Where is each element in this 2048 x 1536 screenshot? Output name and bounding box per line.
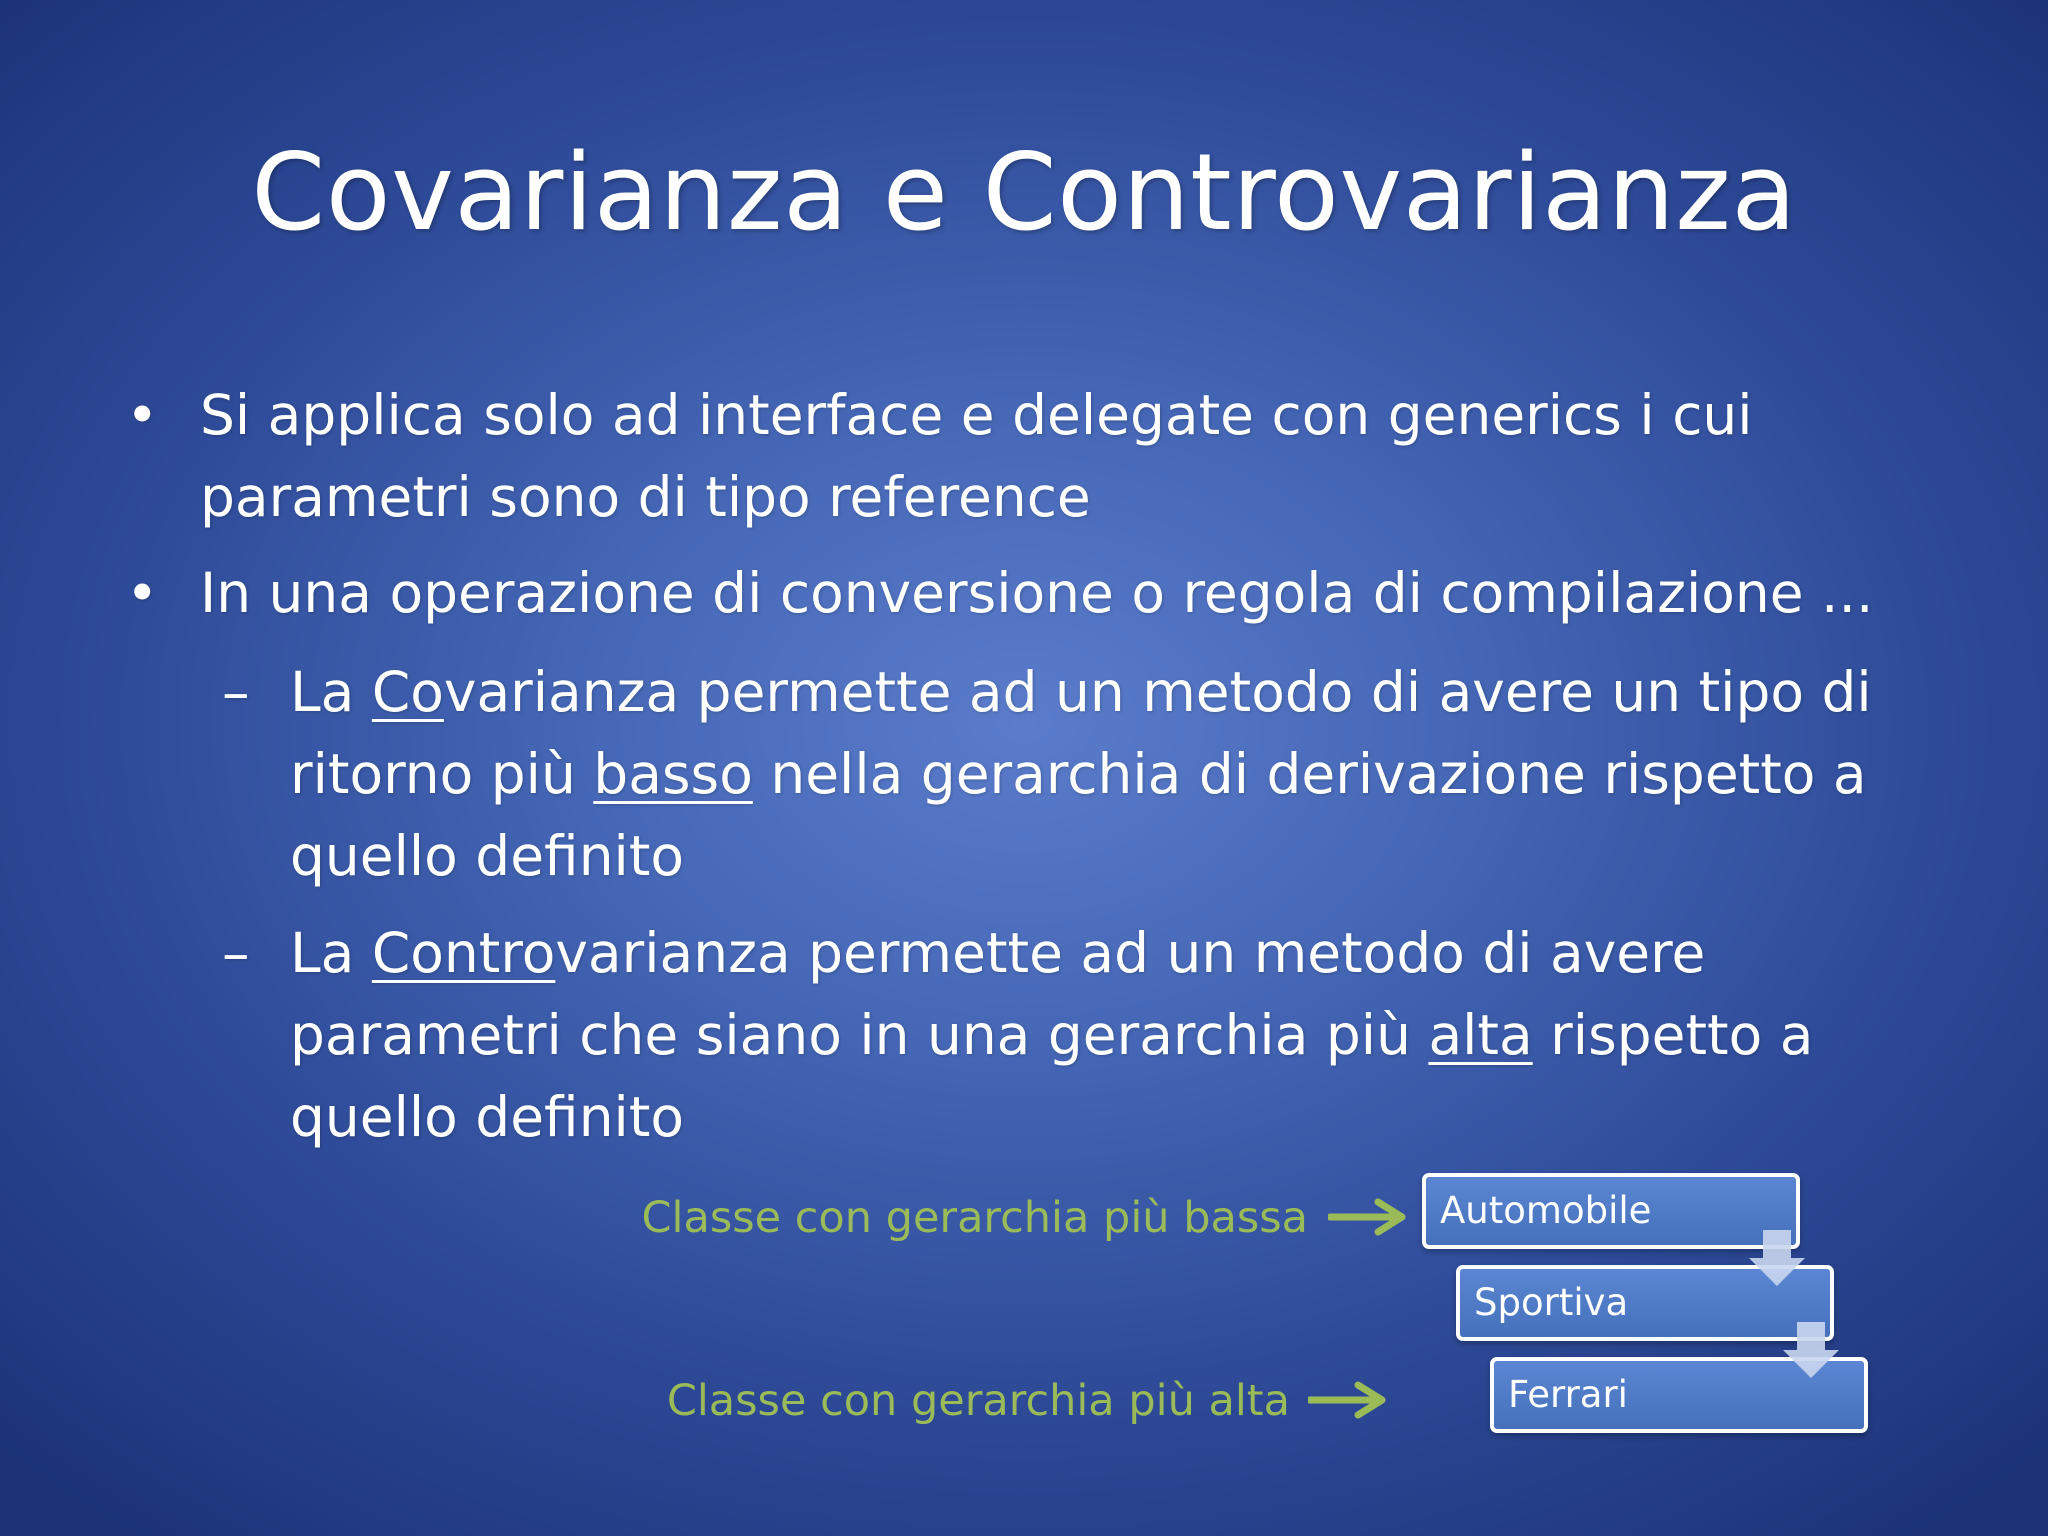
subbullet-2-line-1 bbox=[290, 912, 1910, 994]
bullet-1-line-1: Si applica solo ad interface e delegate con generics i cui bbox=[200, 383, 1753, 447]
text-run: parametri che siano in una gerarchia più bbox=[290, 1003, 1429, 1067]
label-lower-hierarchy: Classe con gerarchia più bassa bbox=[641, 1193, 1308, 1243]
text-run: La bbox=[290, 921, 372, 985]
underlined-term-co: Co bbox=[371, 660, 444, 724]
dash-marker: – bbox=[222, 921, 250, 985]
down-arrow-icon bbox=[1783, 1322, 1839, 1380]
bullet-marker: • bbox=[126, 383, 159, 447]
label-higher-hierarchy: Classe con gerarchia più alta bbox=[666, 1376, 1290, 1426]
subbullet-2-line-3: quello definito bbox=[290, 1085, 685, 1149]
subbullet-1-line-3: quello definito bbox=[290, 824, 685, 888]
dash-marker: – bbox=[222, 660, 250, 724]
subbullet-covarianza bbox=[222, 651, 1910, 897]
underlined-term-alta: alta bbox=[1428, 1003, 1533, 1067]
subbullet-1-line-1 bbox=[290, 651, 1910, 733]
bullet-1-line-2: parametri sono di tipo reference bbox=[200, 465, 1091, 529]
bullet-2-line-1: In una operazione di conversione o regola di compilazione ... bbox=[200, 561, 1874, 625]
down-arrow-icon bbox=[1749, 1230, 1805, 1288]
subbullet-controvarianza bbox=[222, 912, 1910, 1158]
underlined-term-contro: Contro bbox=[371, 921, 556, 985]
right-arrow-icon bbox=[1308, 1380, 1390, 1420]
text-run: varianza permette ad un metodo di avere bbox=[555, 921, 1706, 985]
subbullet-1-line-2 bbox=[290, 733, 1910, 815]
text-run: rispetto a bbox=[1532, 1003, 1814, 1067]
text-run: La bbox=[290, 660, 372, 724]
slide-title: Covarianza e Controvarianza bbox=[251, 131, 1797, 254]
subbullet-2-line-2 bbox=[290, 994, 1910, 1076]
bullet-marker: • bbox=[126, 561, 159, 625]
class-box-automobile: Automobile bbox=[1422, 1173, 1800, 1249]
text-run: ritorno più bbox=[290, 742, 594, 806]
bullet-1 bbox=[126, 374, 1900, 538]
text-run: varianza permette ad un metodo di avere un tipo di bbox=[443, 660, 1872, 724]
bullet-2 bbox=[126, 552, 1900, 634]
class-box-ferrari: Ferrari bbox=[1490, 1357, 1868, 1433]
right-arrow-icon bbox=[1328, 1197, 1410, 1237]
underlined-term-basso: basso bbox=[593, 742, 753, 806]
class-box-sportiva: Sportiva bbox=[1456, 1265, 1834, 1341]
text-run: nella gerarchia di derivazione rispetto a bbox=[752, 742, 1867, 806]
